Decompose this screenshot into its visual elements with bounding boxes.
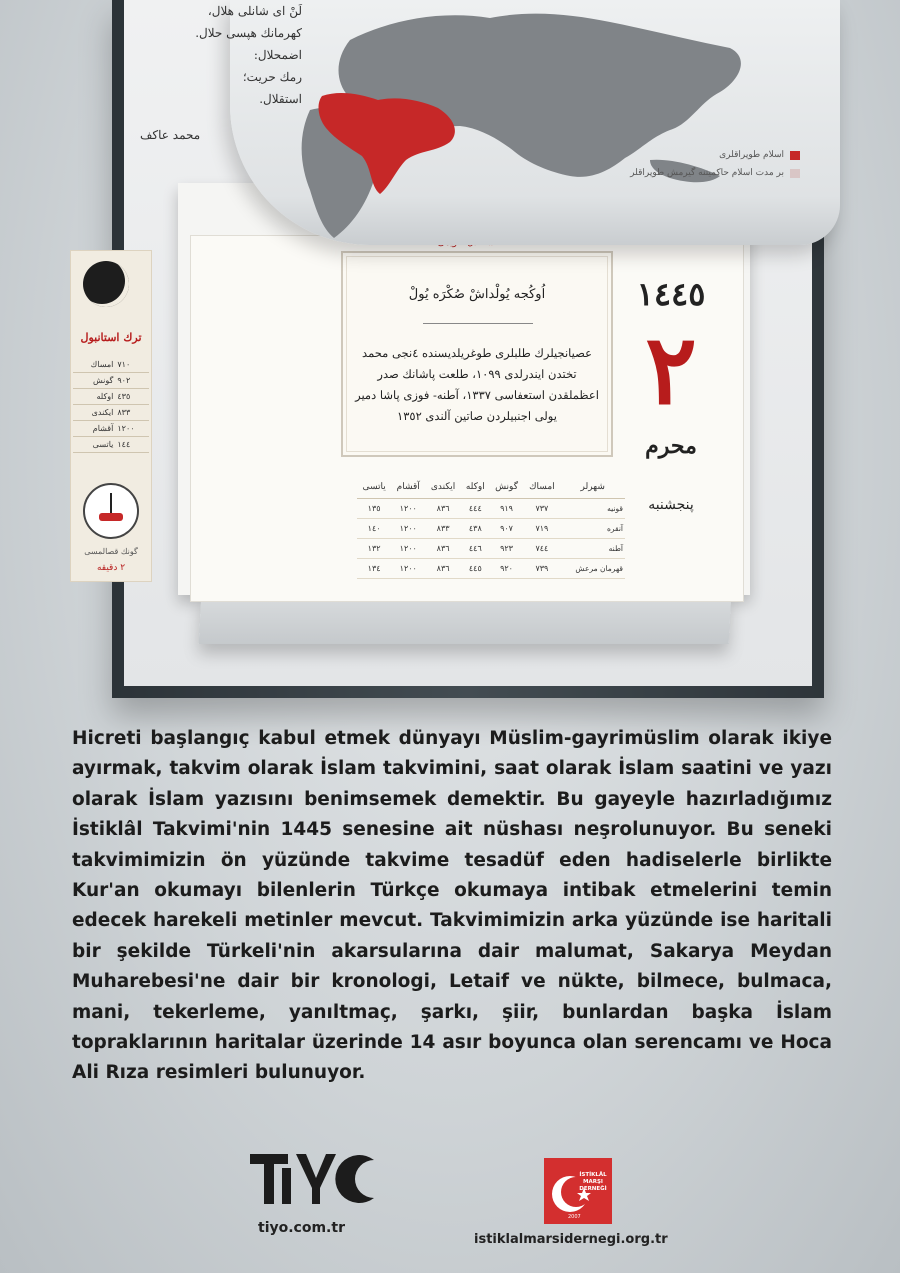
istiklal-url[interactable]: istiklalmarsidernegi.org.tr [474, 1232, 668, 1247]
times-header: گونش [490, 474, 524, 499]
times-header: شهرلر [560, 474, 625, 499]
prayer-times-table [357, 474, 625, 579]
table-row [357, 499, 625, 519]
moon-time-value: ١٤٤ [115, 437, 149, 453]
ism-logo-text: İSTİKLÂL MARŞI DERNEĞİ [579, 1172, 607, 1192]
poem-line: رمك حريت؛ [242, 70, 302, 84]
poem-letter [112, 0, 302, 170]
times-cell: ٩١٩ [490, 499, 524, 519]
moon-time-label: آقشام [73, 421, 115, 437]
map-legend [590, 150, 800, 186]
moon-time-value: ٨٣٣ [115, 405, 149, 421]
moon-time-value: ٤٣٥ [115, 389, 149, 405]
times-header: آقشام [391, 474, 425, 499]
times-cell: ٧٣٩ [523, 559, 560, 579]
times-cell: ١٣٥ [357, 499, 391, 519]
description-paragraph: Hicreti başlangıç kabul etmek dünyayı Müslim-gayrimüslim olarak ikiye ayırmak, takvim olarak İslam takvimini, saat olarak İslam saatini ve yazı olarak İslam yazısını benimsemek demektir. Bu gayeyle hazırladığımız İstiklâl Takvimi'nin 1445 senesine ait nüshası neşrolunuyor. Bu seneki takvimimizin ön yüzünde takvime tesadüf eden hadiselerle birlikte Kur'an okumayı bilenlerin Türkçe okumaya intibak etmelerini temin edecek harekeli metinler mevcut. Takvimimizin arka yüzünde ise haritali bir şekilde Türkeli'nin akarsularına dair malumat, Sakarya Meydan Muharebesi'ne dair bir kronologi, Letaif ve nükte, bilmece, bulmaca, mani, tekerleme, yanıltmaç, şarkı, şiir, bunlardan başka İslam topraklarının haritalar üzerinde 14 asır boyunca olan serencamı ve Hoca Ali Rıza resimleri bulunuyor. [72, 728, 832, 1084]
legend-label: بر مدت اسلام حاكميتنه گيرمش طوپراقلر [630, 168, 784, 178]
moon-time-label: امساك [73, 357, 115, 373]
legend-row [590, 150, 800, 160]
moon-time-row [73, 405, 149, 421]
signature: محمد عاكف [140, 128, 201, 142]
moon-time-label: گونش [73, 373, 115, 389]
times-cell: ٤٤٥ [461, 559, 490, 579]
moon-column [70, 250, 152, 582]
calendar-sheet [190, 235, 744, 602]
times-cell: ٩٢٠ [490, 559, 524, 579]
times-city: قونيه [560, 499, 625, 519]
moon-time-row [73, 389, 149, 405]
clock-icon [83, 483, 139, 539]
times-city: آطنه [560, 539, 625, 559]
moon-time-value: ١٢٠٠ [115, 421, 149, 437]
hijri-year: ١٤٤٥ [636, 275, 706, 313]
content-text: عصيانجيلرك طلبلرى طوغريلديسنده ٤نجى محمد تختدن ايندرلدى ١٠٩٩، طلعت پاشانك صدر اعظملقدن استعفاسى ١٣٣٧، آطنه- فوزى پاشا دمير يولى اجنبيلردن صاتين آلندى ١٣٥٢ [355, 346, 599, 423]
table-row [357, 539, 625, 559]
times-cell: ١٢٠٠ [391, 559, 425, 579]
moon-time-row [73, 421, 149, 437]
times-cell: ١٣٤ [357, 559, 391, 579]
times-cell: ١٢٠٠ [391, 539, 425, 559]
tiyo-logo-text: TIYO [250, 1150, 253, 1151]
times-cell: ١٤٠ [357, 519, 391, 539]
tiyo-logo[interactable] [250, 1150, 380, 1210]
times-cell: ٤٤٦ [461, 539, 490, 559]
legend-swatch [790, 169, 800, 178]
times-header: امساك [523, 474, 560, 499]
istiklal-marsi-logo[interactable] [544, 1158, 612, 1224]
world-map [230, 0, 840, 245]
content-box [341, 251, 613, 457]
clock-value: ٢ دقيقه [96, 563, 126, 573]
poem-line: كهرمانك هپسى حلال. [195, 26, 302, 40]
legend-swatch [790, 151, 800, 160]
moon-time-row [73, 437, 149, 453]
tiyo-url[interactable]: tiyo.com.tr [258, 1220, 345, 1236]
poem-line: اضمحلال: [253, 48, 302, 62]
times-cell: ٨٣٦ [425, 559, 461, 579]
times-city: آنقره [560, 519, 625, 539]
hijri-month: محرم [645, 433, 697, 459]
times-cell: ١٣٢ [357, 539, 391, 559]
times-cell: ٩٢٣ [490, 539, 524, 559]
times-cell: ٧٤٤ [523, 539, 560, 559]
times-cell: ٧٣٧ [523, 499, 560, 519]
moon-city: ترك استانبول [80, 331, 142, 344]
poem-line: استقلال. [259, 92, 302, 106]
times-header: ياتسى [357, 474, 391, 499]
date-column [611, 261, 731, 576]
moon-times-table [73, 357, 149, 453]
tiyo-logo-mark [250, 1150, 380, 1210]
times-city: قهرمان مرعش [560, 559, 625, 579]
moon-time-label: ياتسى [73, 437, 115, 453]
moon-time-value: ٩٠٢ [115, 373, 149, 389]
table-row [357, 559, 625, 579]
times-header: اوكله [461, 474, 490, 499]
times-cell: ١٢٠٠ [391, 519, 425, 539]
ism-logo-year: 2007 [568, 1214, 581, 1220]
moon-time-row [73, 357, 149, 373]
table-row [357, 519, 625, 539]
times-cell: ١٢٠٠ [391, 499, 425, 519]
curled-page [195, 0, 840, 245]
poem-line: لَنْ اى شانلى هلال، [207, 4, 302, 18]
times-cell: ٨٣٦ [425, 499, 461, 519]
weekday: پنجشنبه [648, 497, 694, 513]
clock-hand [110, 493, 112, 513]
legend-label: اسلام طوپراقلرى [719, 150, 784, 160]
moon-time-label: ايكندى [73, 405, 115, 421]
times-header: ايكندى [425, 474, 461, 499]
moon-time-label: اوكله [73, 389, 115, 405]
legend-row [590, 168, 800, 178]
clock-map-mark [99, 513, 123, 521]
clock-caption: گونك قصالمسى [84, 547, 138, 556]
times-cell: ٧١٩ [523, 519, 560, 539]
times-cell: ٤٤٤ [461, 499, 490, 519]
moon-time-value: ٧١٠ [115, 357, 149, 373]
times-cell: ٤٣٨ [461, 519, 490, 539]
times-cell: ٨٣٣ [425, 519, 461, 539]
times-cell: ٨٣٦ [425, 539, 461, 559]
times-cell: ٩٠٧ [490, 519, 524, 539]
content-title: اُوكُجه يُولْداشْ صُكْرَه يُولْ [408, 287, 546, 302]
ornament-divider [423, 323, 533, 324]
moon-phase-icon [83, 261, 129, 307]
hijri-day: ٢ [645, 313, 697, 426]
moon-time-row [73, 373, 149, 389]
